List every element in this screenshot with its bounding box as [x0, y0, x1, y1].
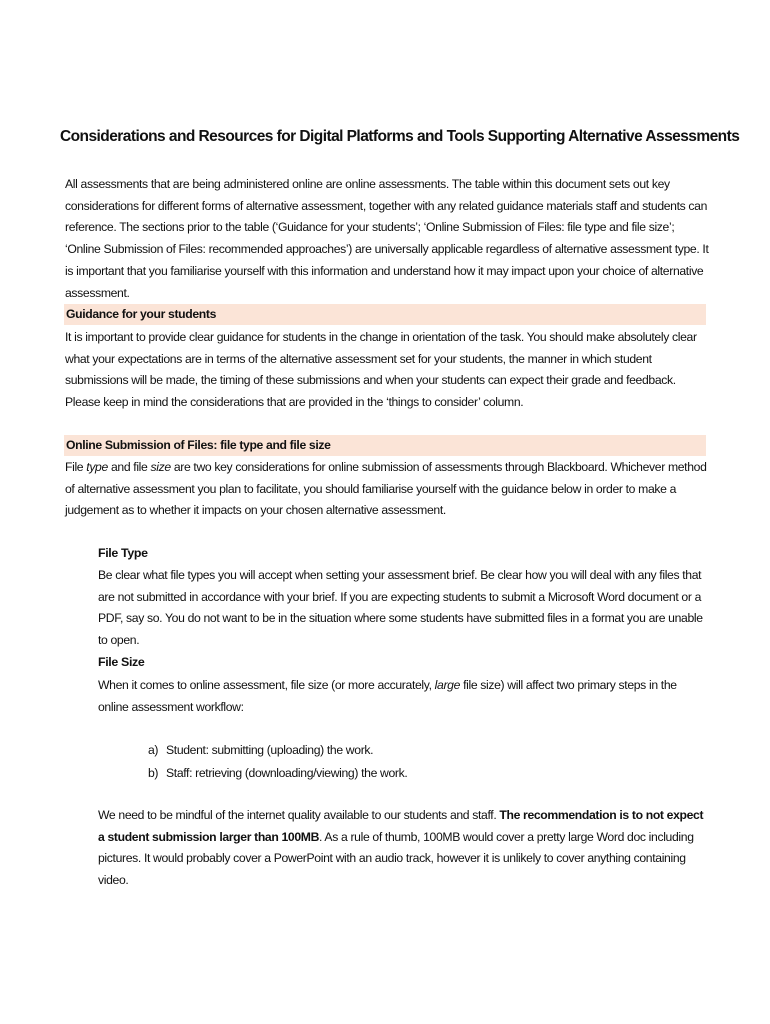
- intro-paragraph: All assessments that are being administered online are online assessments. The table within this document sets out key considerations for different forms of alternative assessment, together with any related guidance materials staff and students can reference. The sections prior to the table (‘Guidance for your students’; ‘Online Submission of Files: file type and file size’; ‘Online Submission of Files: recommended approaches’) are universally applicable regardless of alternative assessment type. It is important that you familiarise yourself with this information and understand how it may impact upon your choice of alternative assessment.: [65, 177, 709, 300]
- file-submission-paragraph: File type and file size are two key considerations for online submission of assessments through Blackboard. Whichever method of alternative assessment you plan to facilitate, you should familiarise yourself with the guidance below in order to make a judgement as to whether it impacts on your chosen alternative assessment.: [65, 460, 707, 518]
- file-type-heading: File Type: [98, 546, 148, 560]
- list-item: b) Staff: retrieving (downloading/viewing) the work.: [148, 765, 408, 780]
- guidance-paragraph: It is important to provide clear guidance for students in the change in orientation of the task. You should make absolutely clear what your expectations are in terms of the alternative assessment set for your students, the manner in which student submissions will be made, the timing of these submissions and when your students can expect their grade and feedback. Please keep in mind the considerations that are provided in the ‘things to consider’ column.: [65, 330, 697, 410]
- file-size-recommendation-paragraph: We need to be mindful of the internet quality available to our students and staff. The recommendation is to not expect a student submission larger than 100MB. As a rule of thumb, 100MB would cover a pretty large Word doc including pictures. It would probably cover a PowerPoint with an audio track, however it is unlikely to cover anything containing video.: [98, 808, 704, 888]
- section-heading-file-submission: Online Submission of Files: file type and file size: [66, 438, 331, 452]
- list-item: a) Student: submitting (uploading) the work.: [148, 743, 374, 757]
- workflow-steps-list: [148, 739, 407, 784]
- file-type-paragraph: Be clear what file types you will accept when setting your assessment brief. Be clear how you will deal with any files that are not submitted in accordance with your brief. If you are expecting students to submit a Microsoft Word document or a PDF, say so. You do not want to be in the situation where some students have submitted files in a format you are unable to open.: [98, 568, 703, 648]
- section-heading-guidance: Guidance for your students: [66, 307, 217, 321]
- file-size-heading: File Size: [98, 655, 145, 669]
- document-title: Considerations and Resources for Digital Platforms and Tools Supporting Alternative Assessments: [60, 128, 740, 145]
- file-size-paragraph: When it comes to online assessment, file size (or more accurately, large file size) will affect two primary steps in the online assessment workflow:: [98, 678, 677, 714]
